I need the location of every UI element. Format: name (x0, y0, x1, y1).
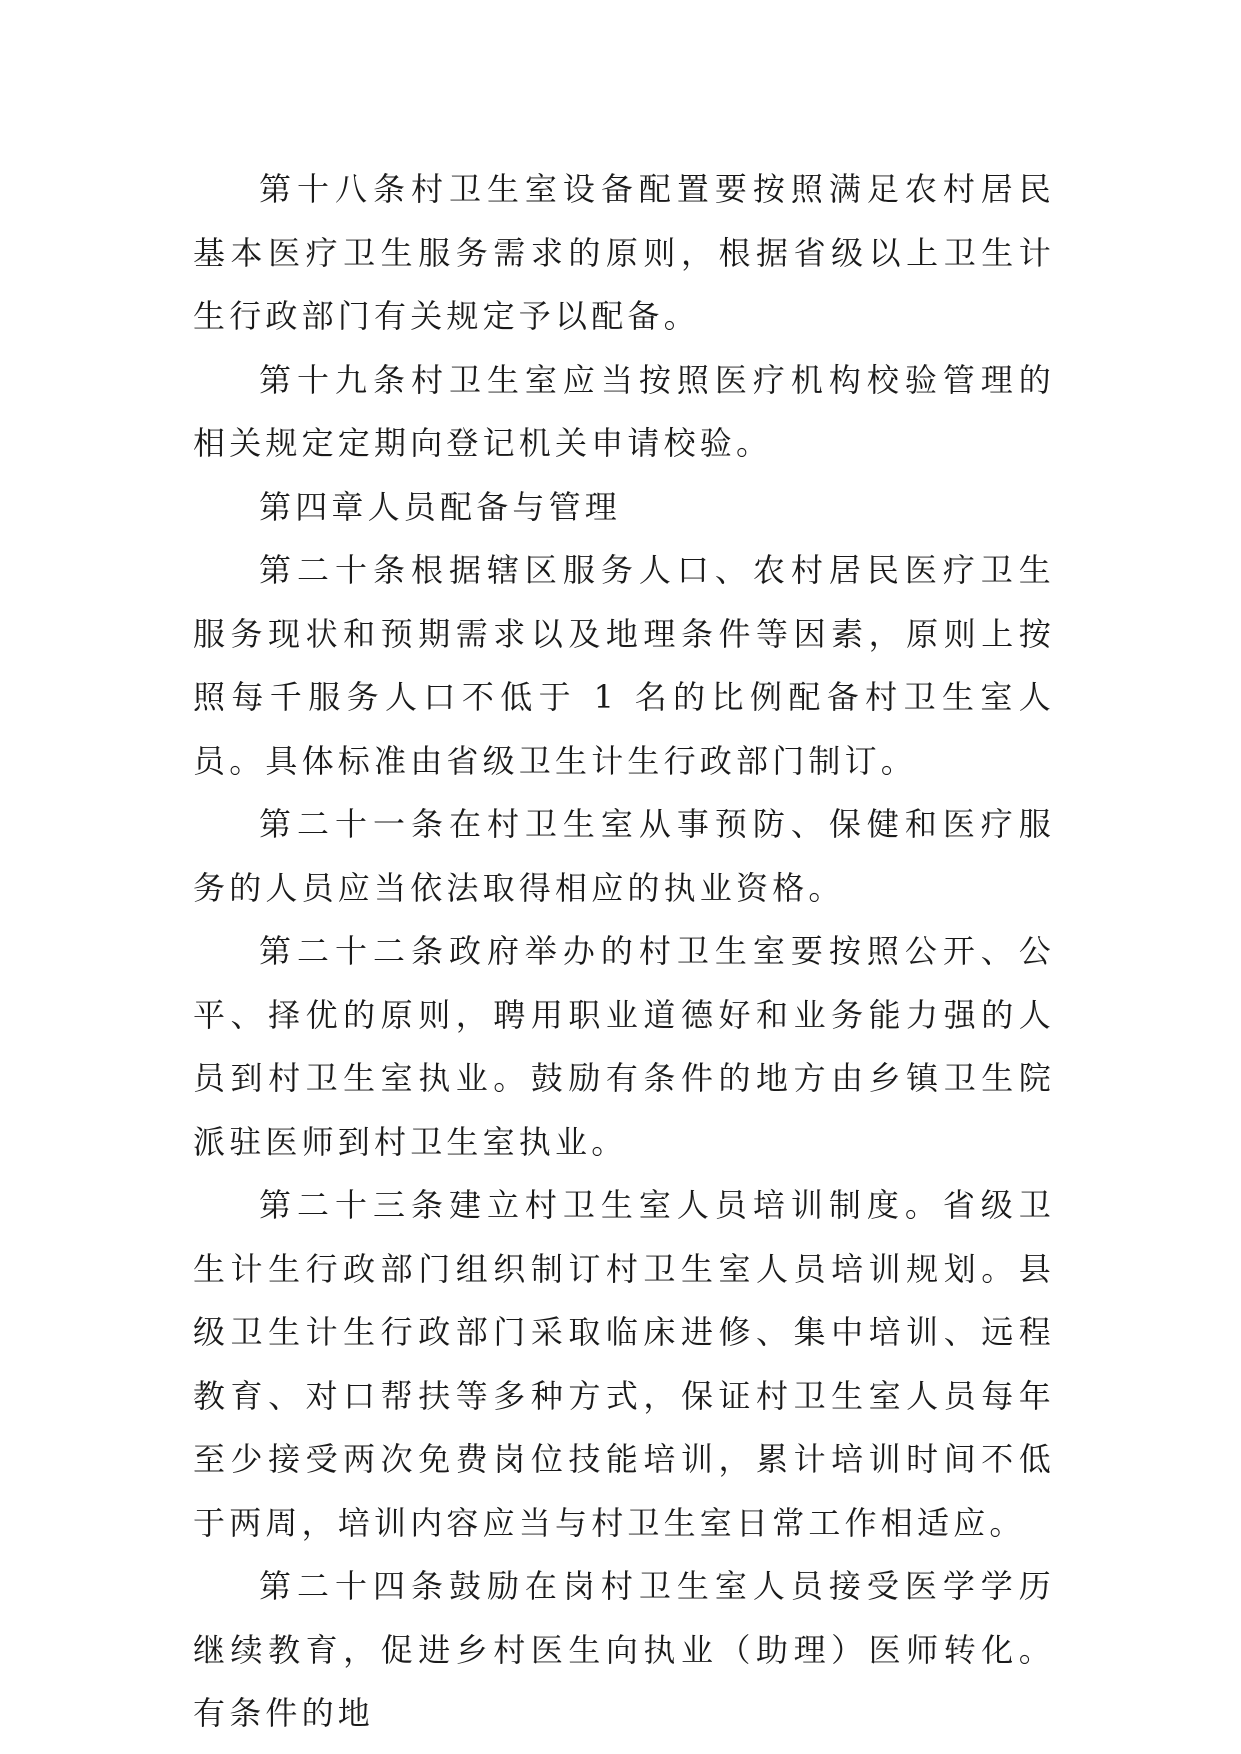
chapter-4-heading: 第四章人员配备与管理 (259, 487, 622, 526)
article-20-paragraph: 第二十条根据辖区服务人口、农村居民医疗卫生服务现状和预期需求以及地理条件等因素，原则上按照每千服务人口不低于 1 名的比例配备村卫生室人员。具体标准由省级卫生计生行政部门制订。 (193, 551, 1055, 780)
article-18-paragraph: 第十八条村卫生室设备配置要按照满足农村居民基本医疗卫生服务需求的原则，根据省级以上卫生计生行政部门有关规定予以配备。 (193, 170, 1055, 335)
article-24-paragraph: 第二十四条鼓励在岗村卫生室人员接受医学学历继续教育，促进乡村医生向执业（助理）医师转化。有条件的地 (193, 1567, 1055, 1732)
article-22-paragraph: 第二十二条政府举办的村卫生室要按照公开、公平、择优的原则，聘用职业道德好和业务能力强的人员到村卫生室执业。鼓励有条件的地方由乡镇卫生院派驻医师到村卫生室执业。 (193, 932, 1055, 1161)
document-body (193, 158, 1055, 1746)
article-23-paragraph: 第二十三条建立村卫生室人员培训制度。省级卫生计生行政部门组织制订村卫生室人员培训规划。县级卫生计生行政部门采取临床进修、集中培训、远程教育、对口帮扶等多种方式，保证村卫生室人员每年至少接受两次免费岗位技能培训，累计培训时间不低于两周，培训内容应当与村卫生室日常工作相适应。 (193, 1186, 1055, 1542)
article-21-paragraph: 第二十一条在村卫生室从事预防、保健和医疗服务的人员应当依法取得相应的执业资格。 (193, 805, 1055, 907)
article-19-paragraph: 第十九条村卫生室应当按照医疗机构校验管理的相关规定定期向登记机关申请校验。 (193, 360, 1055, 462)
